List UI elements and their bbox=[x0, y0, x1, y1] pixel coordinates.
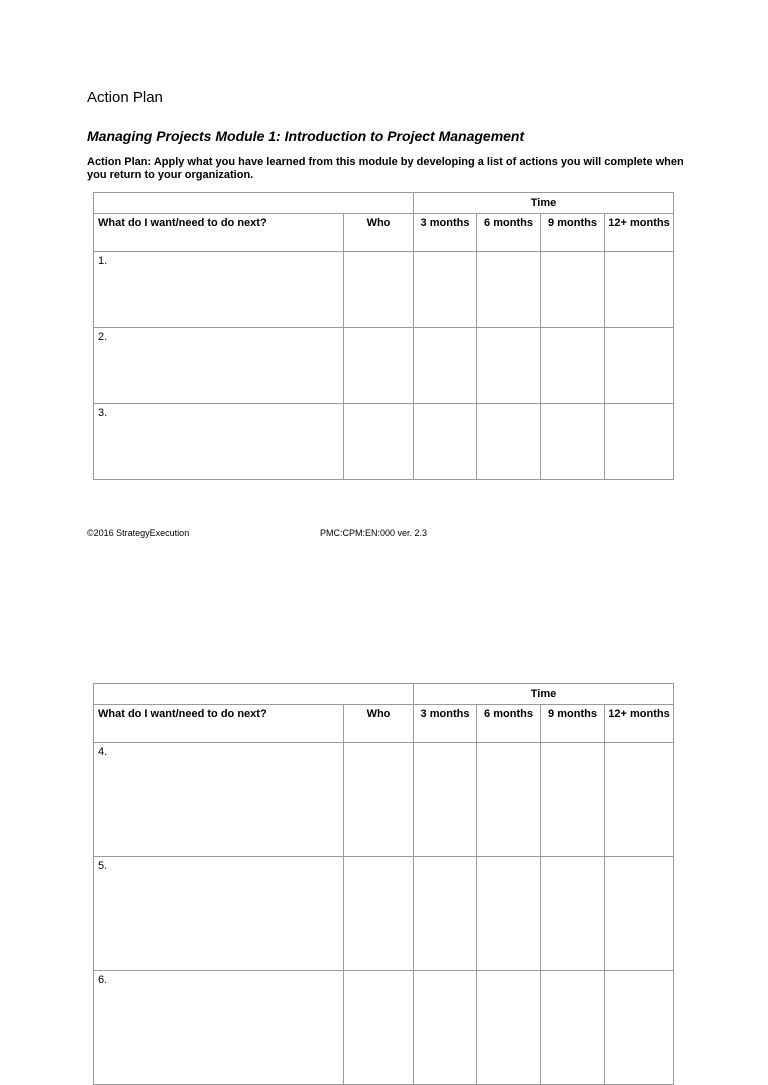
who-cell[interactable] bbox=[344, 971, 414, 1085]
instructions-text: Action Plan: Apply what you have learned from this module by developing a list of actions you will complete when you return to your organization. bbox=[87, 156, 684, 181]
footer-copyright: ©2016 StrategyExecution bbox=[87, 528, 190, 538]
item-number-cell[interactable]: 1. bbox=[94, 252, 344, 328]
time-header-row bbox=[94, 684, 674, 705]
12-plus-months-cell[interactable] bbox=[605, 857, 674, 971]
who-cell[interactable] bbox=[344, 328, 414, 404]
6-months-header: 6 months bbox=[477, 705, 541, 743]
time-header: Time bbox=[414, 193, 674, 214]
6-months-cell[interactable] bbox=[477, 971, 541, 1085]
item-number-cell[interactable]: 6. bbox=[94, 971, 344, 1085]
item-number-cell[interactable]: 4. bbox=[94, 743, 344, 857]
what-header: What do I want/need to do next? bbox=[94, 705, 344, 743]
action-plan-table-1 bbox=[93, 192, 674, 480]
12-plus-months-header: 12+ months bbox=[605, 705, 674, 743]
who-cell[interactable] bbox=[344, 743, 414, 857]
9-months-cell[interactable] bbox=[541, 404, 605, 480]
6-months-cell[interactable] bbox=[477, 743, 541, 857]
column-header-row bbox=[94, 214, 674, 252]
table-row bbox=[94, 328, 674, 404]
who-cell[interactable] bbox=[344, 857, 414, 971]
who-cell[interactable] bbox=[344, 404, 414, 480]
9-months-cell[interactable] bbox=[541, 857, 605, 971]
time-header: Time bbox=[414, 684, 674, 705]
page-title: Action Plan bbox=[87, 89, 163, 106]
9-months-header: 9 months bbox=[541, 214, 605, 252]
table-row bbox=[94, 404, 674, 480]
what-header: What do I want/need to do next? bbox=[94, 214, 344, 252]
module-title: Managing Projects Module 1: Introduction to Project Management bbox=[87, 128, 525, 144]
who-cell[interactable] bbox=[344, 252, 414, 328]
6-months-cell[interactable] bbox=[477, 857, 541, 971]
3-months-header: 3 months bbox=[414, 705, 477, 743]
3-months-cell[interactable] bbox=[414, 328, 477, 404]
item-number-cell[interactable]: 5. bbox=[94, 857, 344, 971]
time-header-row bbox=[94, 193, 674, 214]
9-months-cell[interactable] bbox=[541, 328, 605, 404]
table-row bbox=[94, 252, 674, 328]
item-number-cell[interactable]: 2. bbox=[94, 328, 344, 404]
3-months-cell[interactable] bbox=[414, 971, 477, 1085]
3-months-cell[interactable] bbox=[414, 404, 477, 480]
action-plan-table-2 bbox=[93, 683, 674, 1085]
12-plus-months-cell[interactable] bbox=[605, 252, 674, 328]
12-plus-months-cell[interactable] bbox=[605, 743, 674, 857]
6-months-cell[interactable] bbox=[477, 252, 541, 328]
12-plus-months-header: 12+ months bbox=[605, 214, 674, 252]
item-number-cell[interactable]: 3. bbox=[94, 404, 344, 480]
9-months-header: 9 months bbox=[541, 705, 605, 743]
9-months-cell[interactable] bbox=[541, 971, 605, 1085]
who-header: Who bbox=[344, 705, 414, 743]
9-months-cell[interactable] bbox=[541, 743, 605, 857]
table-row bbox=[94, 971, 674, 1085]
6-months-cell[interactable] bbox=[477, 328, 541, 404]
6-months-cell[interactable] bbox=[477, 404, 541, 480]
3-months-cell[interactable] bbox=[414, 252, 477, 328]
6-months-header: 6 months bbox=[477, 214, 541, 252]
9-months-cell[interactable] bbox=[541, 252, 605, 328]
who-header: Who bbox=[344, 214, 414, 252]
table-row bbox=[94, 857, 674, 971]
3-months-cell[interactable] bbox=[414, 743, 477, 857]
footer-document-code: PMC:CPM:EN:000 ver. 2.3 bbox=[320, 528, 428, 538]
blank-header-cell bbox=[94, 684, 414, 705]
blank-header-cell bbox=[94, 193, 414, 214]
column-header-row bbox=[94, 705, 674, 743]
12-plus-months-cell[interactable] bbox=[605, 404, 674, 480]
12-plus-months-cell[interactable] bbox=[605, 971, 674, 1085]
3-months-header: 3 months bbox=[414, 214, 477, 252]
table-row bbox=[94, 743, 674, 857]
12-plus-months-cell[interactable] bbox=[605, 328, 674, 404]
3-months-cell[interactable] bbox=[414, 857, 477, 971]
